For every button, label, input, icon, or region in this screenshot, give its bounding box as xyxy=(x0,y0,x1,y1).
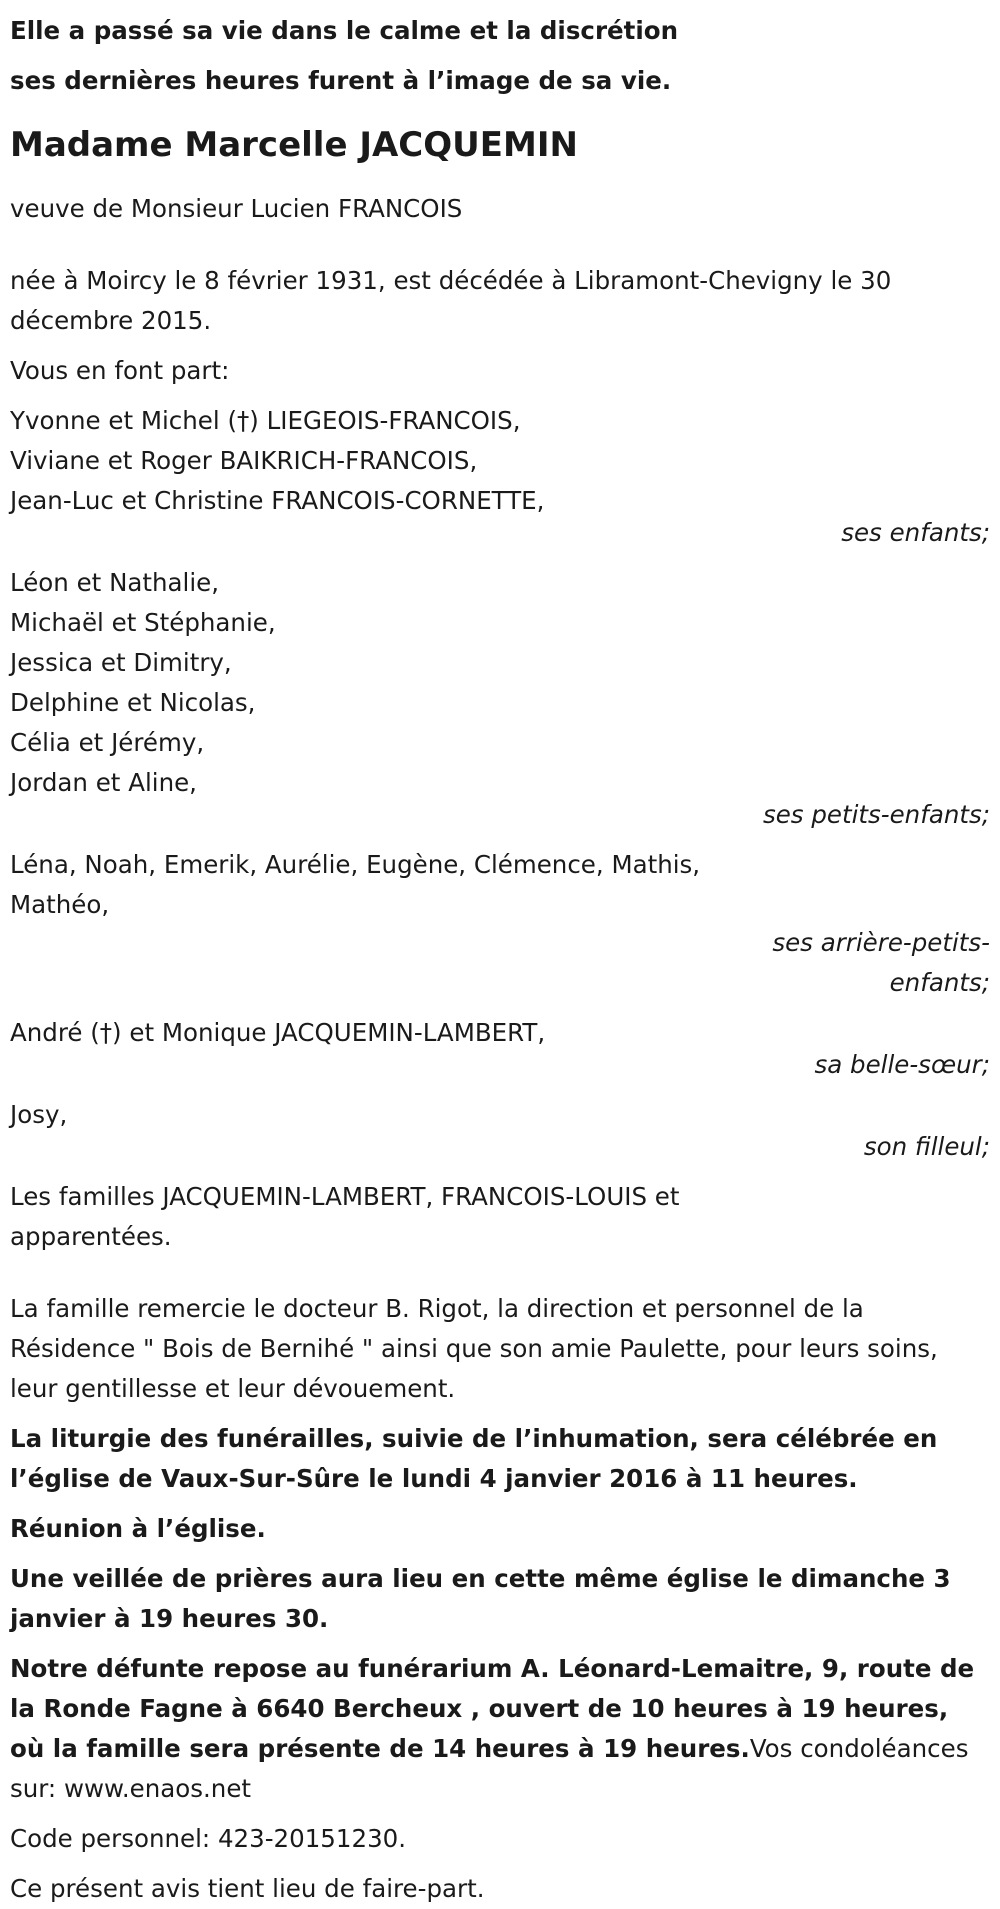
funeral-meeting: Réunion à l’église. xyxy=(10,1514,266,1543)
families-line: Les familles JACQUEMIN-LAMBERT, FRANCOIS-LOUIS et apparentées. xyxy=(10,1182,680,1251)
funeral-rest xyxy=(10,1649,990,1809)
funeral-liturgy: La liturgie des funérailles, suivie de l’inhumation, sera célébrée en l’église de Vaux-Sur-Sûre le lundi 4 janvier 2016 à 11 heures. xyxy=(10,1424,938,1493)
thanks-paragraph: La famille remercie le docteur B. Rigot, la direction et personnel de la Résidence " Bois de Bernihé " ainsi que son amie Paulette, pour leurs soins, leur gentillesse et leur dévouement. xyxy=(10,1294,938,1403)
children-block xyxy=(10,401,990,553)
grandchild-entry: Jessica et Dimitry, xyxy=(10,648,232,677)
child-entry: Jean-Luc et Christine FRANCOIS-CORNETTE, xyxy=(10,486,545,515)
condolences-line: Vos condoléances sur: www.enaos.net xyxy=(10,1734,969,1803)
grandchildren-block xyxy=(10,563,990,835)
great-grandchildren-block xyxy=(10,845,990,1003)
epitaph-line-1: Elle a passé sa vie dans le calme et la discrétion xyxy=(10,16,679,45)
deceased-name: Madame Marcelle JACQUEMIN xyxy=(10,125,578,165)
grandchild-entry: Michaël et Stéphanie, xyxy=(10,608,276,637)
birth-death-line: née à Moircy le 8 février 1931, est décédée à Libramont-Chevigny le 30 décembre 2015. xyxy=(10,266,892,335)
grandchild-entry: Delphine et Nicolas, xyxy=(10,688,256,717)
children-role: ses enfants; xyxy=(841,518,990,547)
godson-block xyxy=(10,1095,990,1167)
funeral-rest-details: Notre défunte repose au funérarium A. Léonard-Lemaitre, 9, route de la Ronde Fagne à 6640 Bercheux , ouvert de 10 heures à 19 heures, où la famille sera présente de 14 heures à 19 heures. xyxy=(10,1654,975,1763)
sister-in-law-block xyxy=(10,1013,990,1085)
child-entry: Yvonne et Michel (†) LIEGEOIS-FRANCOIS, xyxy=(10,406,521,435)
great-grandchildren-names: Léna, Noah, Emerik, Aurélie, Eugène, Clémence, Mathis, Mathéo, xyxy=(10,850,701,919)
godson-names: Josy, xyxy=(10,1100,68,1129)
epitaph-line-2: ses dernières heures furent à l’image de sa vie. xyxy=(10,66,672,95)
grandchild-entry: Jordan et Aline, xyxy=(10,768,197,797)
funeral-vigil: Une veillée de prières aura lieu en cette même église le dimanche 3 janvier à 19 heures 30. xyxy=(10,1564,951,1633)
spouse-line: veuve de Monsieur Lucien FRANCOIS xyxy=(10,194,463,223)
great-grandchildren-role: ses arrière-petits-enfants; xyxy=(772,928,990,997)
sister-in-law-role: sa belle-sœur; xyxy=(814,1050,990,1079)
closing-line: Ce présent avis tient lieu de faire-part. xyxy=(10,1874,485,1903)
sister-in-law-names: André (†) et Monique JACQUEMIN-LAMBERT, xyxy=(10,1018,546,1047)
grandchild-entry: Célia et Jérémy, xyxy=(10,728,205,757)
personal-code: Code personnel: 423-20151230. xyxy=(10,1824,407,1853)
grandchild-entry: Léon et Nathalie, xyxy=(10,568,220,597)
announcement-intro: Vous en font part: xyxy=(10,356,230,385)
grandchildren-role: ses petits-enfants; xyxy=(762,800,990,829)
child-entry: Viviane et Roger BAIKRICH-FRANCOIS, xyxy=(10,446,478,475)
godson-role: son filleul; xyxy=(863,1132,990,1161)
